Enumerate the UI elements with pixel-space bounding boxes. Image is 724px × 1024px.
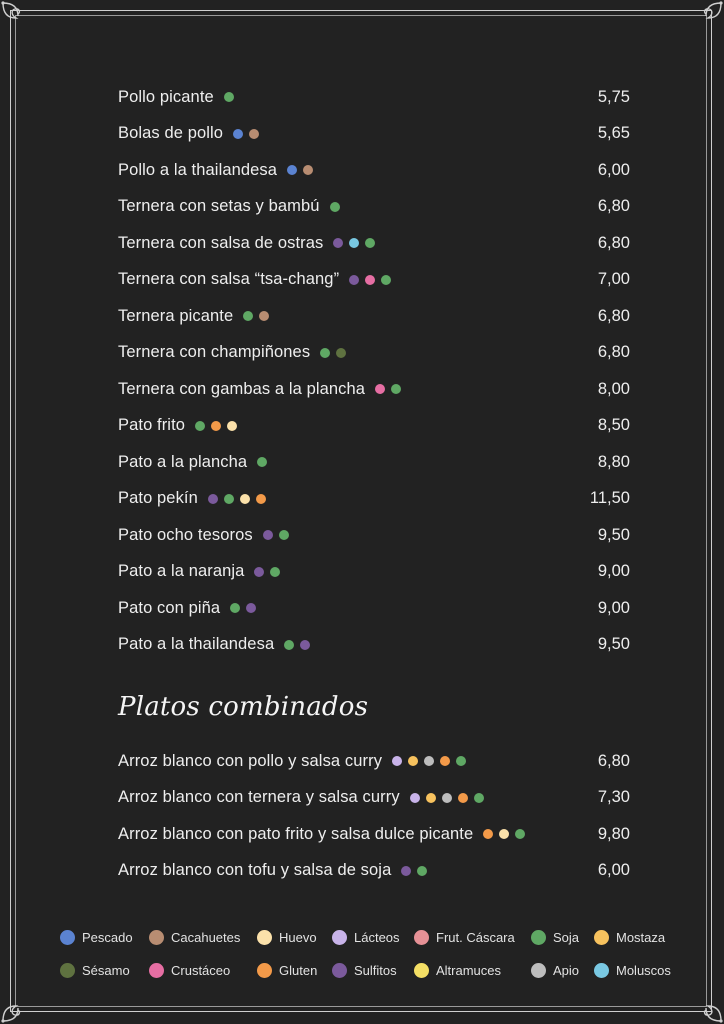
menu-item-row [118, 561, 630, 583]
item-name: Ternera con salsa de ostras [118, 233, 324, 252]
item-price: 6,80 [597, 343, 630, 361]
item-name: Pato a la plancha [118, 452, 248, 471]
allergen-gluten-icon [458, 793, 468, 803]
item-price: 8,50 [597, 416, 630, 434]
legend-item-cacahuetes [149, 928, 240, 946]
item-price: 5,75 [597, 87, 630, 106]
item-name: Pollo a la thailandesa [118, 160, 278, 179]
item-price: 6,00 [597, 861, 630, 879]
menu-item-row [118, 597, 630, 619]
allergen-dots [257, 457, 267, 467]
item-name: Ternera con setas y bambú [118, 197, 320, 215]
legend-label: Soja [553, 929, 580, 945]
item-name: Ternera picante [118, 306, 234, 325]
allergen-dots [263, 530, 289, 540]
legend-sulfitos-icon [332, 963, 347, 978]
legend-label: Sulfitos [354, 962, 397, 978]
allergen-soja-icon [330, 202, 340, 212]
allergen-soja-icon [257, 457, 267, 467]
allergen-sulfitos-icon [263, 530, 273, 540]
item-name: Pato a la naranja [118, 562, 245, 580]
allergen-dots [284, 640, 310, 650]
allergen-gluten-icon [256, 494, 266, 504]
allergen-apio-icon [442, 793, 452, 803]
legend-item-sulfitos [332, 961, 397, 979]
item-price: 8,00 [597, 379, 630, 398]
allergen-cacahuetes-icon [249, 129, 259, 139]
allergen-sulfitos-icon [401, 866, 411, 876]
menu-item-row [118, 750, 630, 772]
allergen-pescado-icon [233, 129, 243, 139]
item-name: Arroz blanco con ternera y salsa curry [118, 788, 400, 806]
allergen-soja-icon [381, 275, 391, 285]
allergen-sulfitos-icon [246, 603, 256, 613]
menu-item-row [118, 159, 630, 181]
allergen-soja-icon [417, 866, 427, 876]
item-name: Pato ocho tesoros [118, 525, 253, 544]
allergen-lacteos-icon [410, 793, 420, 803]
allergen-soja-icon [195, 421, 205, 431]
menu-item-row [118, 123, 630, 145]
item-name: Bolas de pollo [118, 124, 224, 142]
allergen-crustaceo-icon [375, 384, 385, 394]
menu-item-row [118, 451, 630, 473]
legend-crustaceo-icon [149, 963, 164, 978]
legend-apio-icon [531, 963, 546, 978]
item-price: 5,65 [597, 124, 630, 142]
menu-item-row [118, 823, 630, 845]
legend-altramuces-icon [414, 963, 429, 978]
legend-label: Sésamo [82, 962, 130, 978]
menu-item-row [118, 232, 630, 254]
allergen-dots [233, 129, 259, 139]
allergen-sulfitos-icon [254, 567, 264, 577]
item-name: Pollo picante [118, 87, 214, 106]
legend-label: Frut. Cáscara [436, 929, 515, 945]
item-name: Pato con piña [118, 598, 221, 617]
legend-label: Pescado [82, 929, 133, 945]
allergen-crustaceo-icon [365, 275, 375, 285]
allergen-dots [483, 829, 525, 839]
allergen-dots [224, 92, 234, 102]
allergen-mostaza-icon [408, 756, 418, 766]
allergen-dots [230, 603, 256, 613]
corner-ornament-icon [694, 994, 724, 1024]
allergen-soja-icon [279, 530, 289, 540]
item-price: 6,80 [597, 751, 630, 770]
allergen-soja-icon [230, 603, 240, 613]
legend-item-moluscos [594, 961, 671, 979]
item-name: Pato a la thailandesa [118, 635, 275, 653]
allergen-soja-icon [456, 756, 466, 766]
allergen-mostaza-icon [426, 793, 436, 803]
allergen-sulfitos-icon [349, 275, 359, 285]
legend-pescado-icon [60, 930, 75, 945]
item-price: 6,00 [597, 160, 630, 179]
legend-moluscos-icon [594, 963, 609, 978]
legend-mostaza-icon [594, 930, 609, 945]
legend-item-gluten [257, 961, 317, 979]
allergen-gluten-icon [211, 421, 221, 431]
item-price: 9,00 [597, 598, 630, 617]
legend-item-frut_cascara [414, 928, 515, 946]
allergen-cacahuetes-icon [259, 311, 269, 321]
allergen-dots [330, 202, 340, 212]
allergen-dots [254, 567, 280, 577]
legend-label: Apio [553, 962, 580, 978]
allergen-dots [243, 311, 269, 321]
allergen-soja-icon [474, 793, 484, 803]
legend-label: Cacahuetes [171, 929, 241, 945]
item-price: 8,80 [597, 452, 630, 471]
legend-item-crustaceo [149, 961, 230, 979]
menu-item-row [118, 488, 630, 510]
allergen-sulfitos-icon [300, 640, 310, 650]
item-price: 9,80 [597, 824, 630, 843]
allergen-soja-icon [365, 238, 375, 248]
item-name: Ternera con champiñones [118, 343, 311, 361]
legend-item-mostaza [594, 928, 665, 946]
legend-item-lacteos [332, 928, 400, 946]
legend-label: Mostaza [616, 929, 666, 945]
allergen-huevo-icon [240, 494, 250, 504]
allergen-cacahuetes-icon [303, 165, 313, 175]
item-price: 6,80 [597, 197, 630, 215]
item-name: Pato frito [118, 416, 186, 434]
item-name: Arroz blanco con pato frito y salsa dulce picante [118, 824, 474, 843]
allergen-sulfitos-icon [208, 494, 218, 504]
legend-cacahuetes-icon [149, 930, 164, 945]
menu-item-row [118, 269, 630, 291]
allergen-dots [401, 866, 427, 876]
legend-label: Altramuces [436, 962, 502, 978]
legend-label: Moluscos [616, 962, 671, 978]
item-name: Arroz blanco con tofu y salsa de soja [118, 861, 392, 879]
legend-label: Huevo [279, 929, 317, 945]
legend-sesamo-icon [60, 963, 75, 978]
allergen-huevo-icon [227, 421, 237, 431]
item-price: 9,50 [597, 635, 630, 653]
corner-ornament-icon [0, 0, 30, 30]
allergen-dots [333, 238, 375, 248]
legend-label: Crustáceo [171, 962, 231, 978]
allergen-dots [287, 165, 313, 175]
legend-gluten-icon [257, 963, 272, 978]
legend-soja-icon [531, 930, 546, 945]
legend-item-apio [531, 961, 579, 979]
menu-item-row [118, 378, 630, 400]
item-price: 6,80 [597, 233, 630, 252]
menu-item-row [118, 196, 630, 218]
item-price: 6,80 [597, 306, 630, 325]
item-price: 7,30 [597, 788, 630, 806]
allergen-soja-icon [224, 494, 234, 504]
allergen-dots [195, 421, 237, 431]
allergen-dots [410, 793, 484, 803]
item-price: 11,50 [589, 489, 630, 507]
menu-item-row [118, 86, 630, 108]
corner-ornament-icon [694, 0, 724, 30]
allergen-apio-icon [424, 756, 434, 766]
allergen-soja-icon [243, 311, 253, 321]
allergen-soja-icon [515, 829, 525, 839]
item-name: Ternera con gambas a la plancha [118, 379, 366, 398]
legend-item-huevo [257, 928, 317, 946]
menu-item-row [118, 634, 630, 656]
menu-item-row [118, 305, 630, 327]
allergen-dots [208, 494, 266, 504]
section-title: Platos combinados [118, 692, 369, 722]
allergen-gluten-icon [440, 756, 450, 766]
item-price: 9,00 [597, 562, 630, 580]
allergen-sulfitos-icon [333, 238, 343, 248]
menu-item-row [118, 415, 630, 437]
allergen-dots [375, 384, 401, 394]
legend-huevo-icon [257, 930, 272, 945]
allergen-sesamo-icon [336, 348, 346, 358]
allergen-pescado-icon [287, 165, 297, 175]
legend-item-sesamo [60, 961, 130, 979]
allergen-lacteos-icon [392, 756, 402, 766]
item-price: 7,00 [597, 270, 630, 288]
legend-lacteos-icon [332, 930, 347, 945]
item-price: 9,50 [597, 525, 630, 544]
menu-item-row [118, 860, 630, 882]
allergen-soja-icon [391, 384, 401, 394]
menu-item-row [118, 524, 630, 546]
corner-ornament-icon [0, 994, 30, 1024]
item-name: Arroz blanco con pollo y salsa curry [118, 751, 383, 770]
menu-item-row [118, 787, 630, 809]
legend-label: Gluten [279, 962, 318, 978]
allergen-soja-icon [270, 567, 280, 577]
allergen-dots [392, 756, 466, 766]
allergen-dots [349, 275, 391, 285]
allergen-soja-icon [224, 92, 234, 102]
allergen-soja-icon [284, 640, 294, 650]
legend-frut_cascara-icon [414, 930, 429, 945]
allergen-moluscos-icon [349, 238, 359, 248]
legend-item-altramuces [414, 961, 501, 979]
allergen-soja-icon [320, 348, 330, 358]
item-name: Pato pekín [118, 489, 198, 507]
legend-label: Lácteos [354, 929, 400, 945]
allergen-huevo-icon [499, 829, 509, 839]
menu-item-row [118, 342, 630, 364]
legend-item-soja [531, 928, 579, 946]
allergen-dots [320, 348, 346, 358]
legend-item-pescado [60, 928, 133, 946]
item-name: Ternera con salsa “tsa-chang” [118, 270, 340, 288]
allergen-gluten-icon [483, 829, 493, 839]
